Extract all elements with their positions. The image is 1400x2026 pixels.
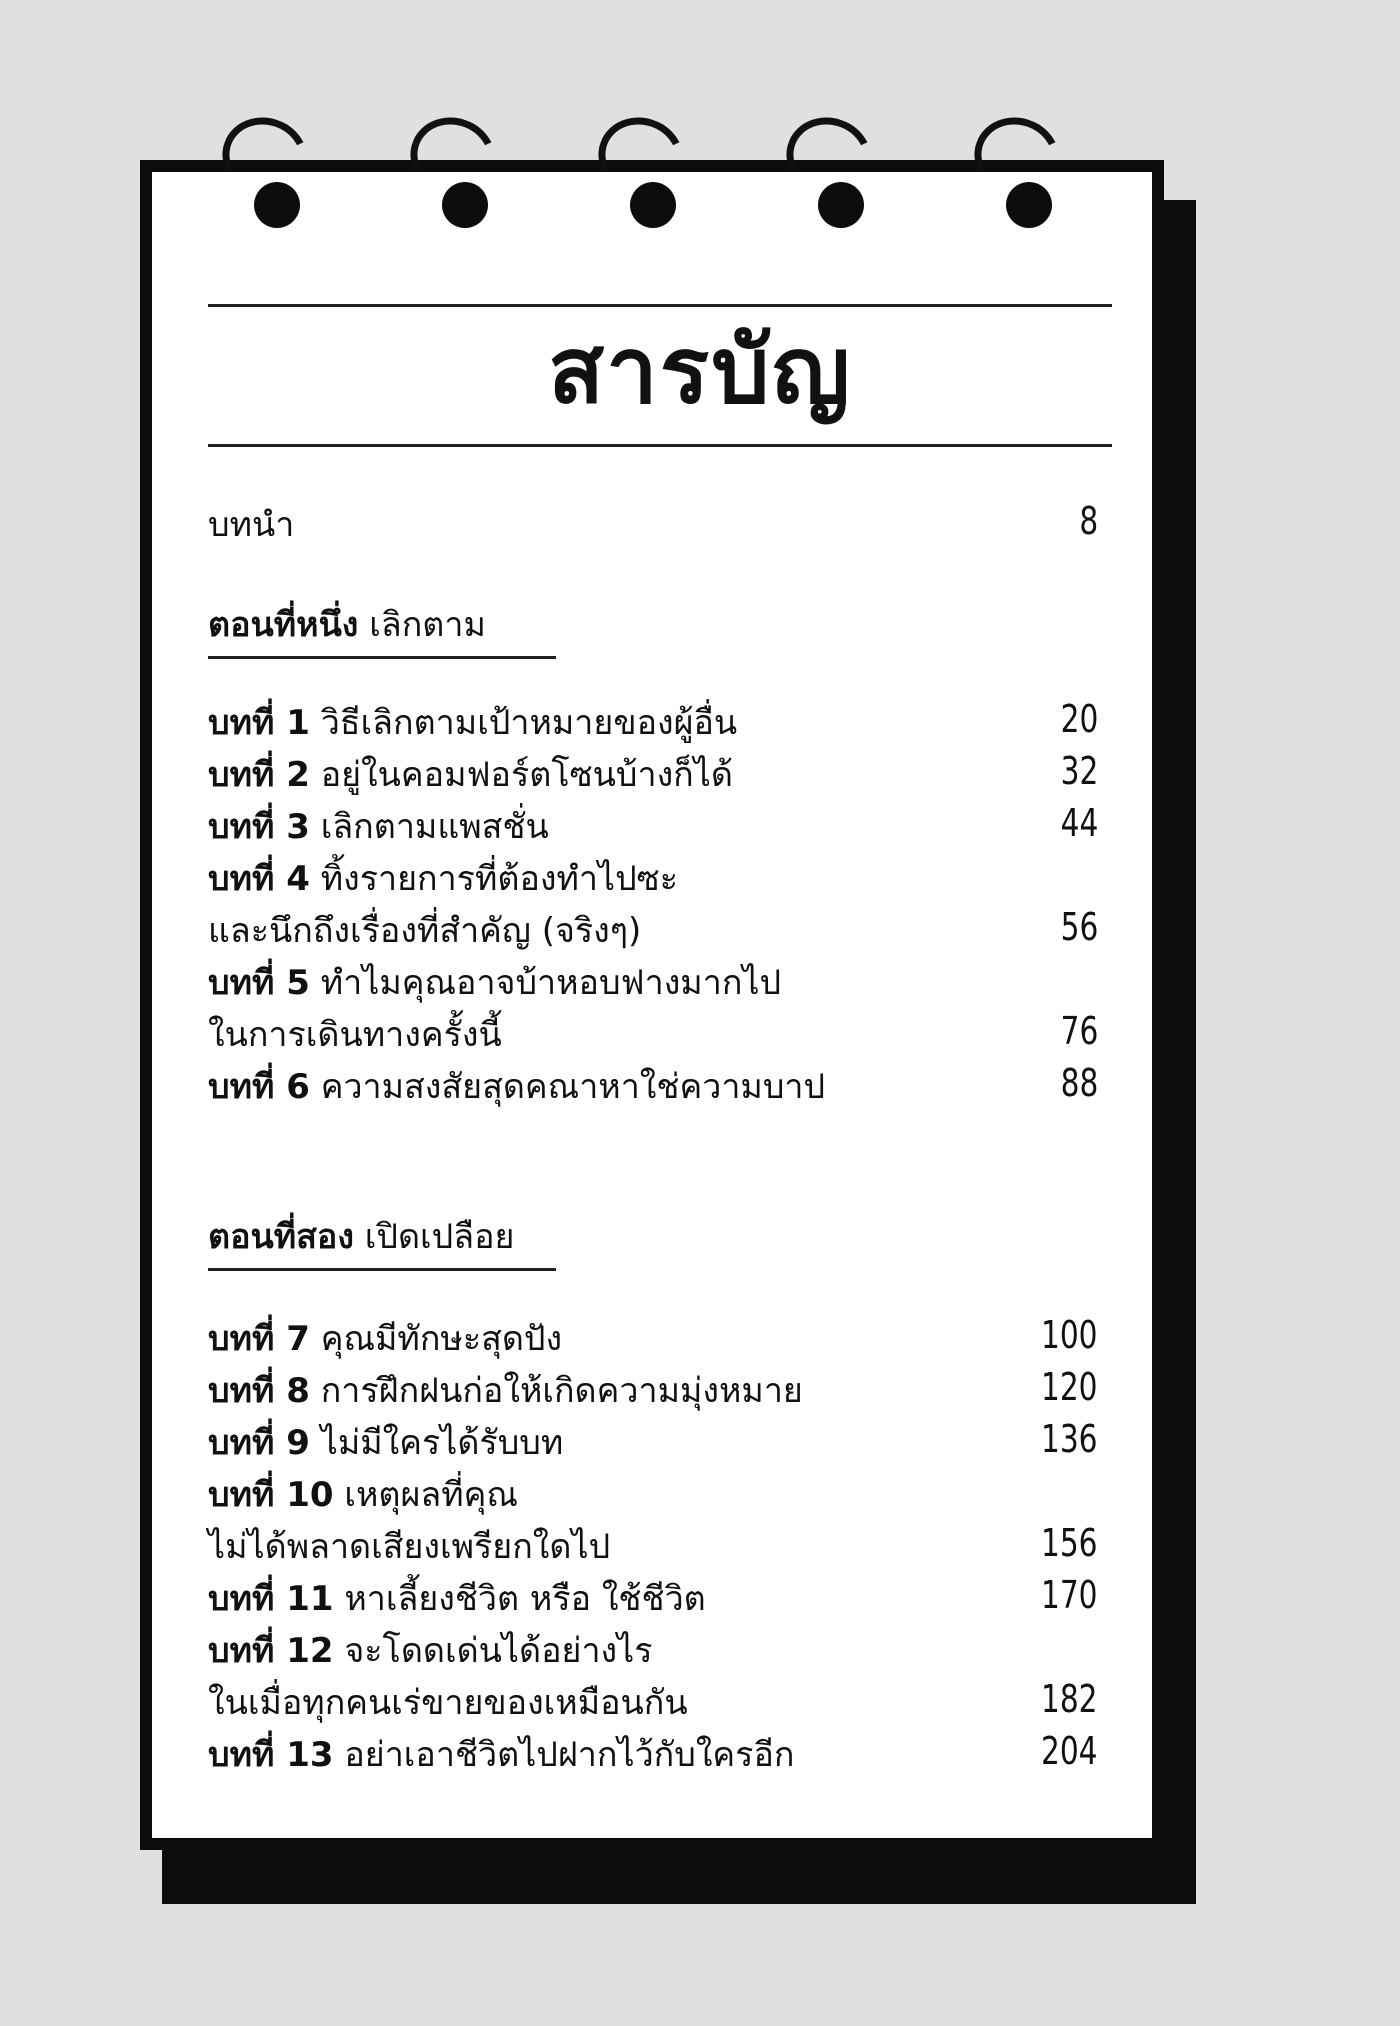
title-rule-top	[208, 304, 1112, 307]
intro-page-number: 8	[1079, 499, 1098, 543]
chapter-page-number: 44	[1060, 801, 1098, 845]
chapter-page-number: 56	[1060, 905, 1098, 949]
chapter-page-number: 136	[1041, 1417, 1098, 1461]
toc-chapter-row-cont	[208, 1009, 1098, 1055]
chapter-number: บทที่ 3	[208, 807, 310, 847]
chapter-title: คุณมีทักษะสุดปัง	[320, 1319, 563, 1359]
chapter-title: หาเลี้ยงชีวิต หรือ ใช้ชีวิต	[344, 1579, 706, 1619]
chapter-title: เหตุผลที่คุณ	[344, 1475, 518, 1515]
binding-hole-icon	[1006, 182, 1052, 228]
chapter-title-cont: และนึกถึงเรื่องที่สำคัญ (จริงๆ)	[208, 911, 642, 951]
chapter-title: อยู่ในคอมฟอร์ตโซนบ้างก็ได้	[320, 755, 733, 795]
toc-chapter-row	[208, 1573, 1098, 1619]
part-rule	[208, 656, 556, 659]
part-heading	[208, 1217, 515, 1257]
intro-label: บทนำ	[208, 505, 295, 545]
chapter-title-cont: ในเมื่อทุกคนเร่ขายของเหมือนกัน	[208, 1683, 688, 1723]
part-title: เปิดเปลือย	[364, 1217, 515, 1257]
chapter-page-number: 170	[1041, 1573, 1098, 1617]
chapter-number: บทที่ 10	[208, 1475, 334, 1515]
chapter-number: บทที่ 8	[208, 1371, 310, 1411]
chapter-page-number: 156	[1041, 1521, 1098, 1565]
toc-chapter-row	[208, 801, 1098, 847]
chapter-title: ความสงสัยสุดคณาหาใช่ความบาป	[320, 1067, 826, 1107]
chapter-title: อย่าเอาชีวิตไปฝากไว้กับใครอีก	[344, 1735, 795, 1775]
toc-chapter-row-cont	[208, 1677, 1098, 1723]
toc-chapter-row	[208, 859, 1098, 899]
binding-hole-icon	[254, 182, 300, 228]
toc-chapter-row	[208, 697, 1098, 743]
toc-chapter-row	[208, 1417, 1098, 1463]
chapter-number: บทที่ 13	[208, 1735, 334, 1775]
chapter-title: ทิ้งรายการที่ต้องทำไปซะ	[320, 859, 678, 899]
chapter-page-number: 204	[1041, 1729, 1098, 1773]
toc-chapter-row-cont	[208, 1521, 1098, 1567]
chapter-title-cont: ไม่ได้พลาดเสียงเพรียกใดไป	[208, 1527, 611, 1567]
toc-chapter-row	[208, 1475, 1098, 1515]
part-heading	[208, 605, 486, 645]
chapter-number: บทที่ 5	[208, 963, 310, 1003]
chapter-page-number: 182	[1041, 1677, 1098, 1721]
part-title: เลิกตาม	[369, 605, 486, 645]
part-rule	[208, 1268, 556, 1271]
binding-hole-icon	[818, 182, 864, 228]
chapter-page-number: 20	[1060, 697, 1098, 741]
toc-chapter-row	[208, 1313, 1098, 1359]
chapter-number: บทที่ 2	[208, 755, 310, 795]
binding-hole-icon	[630, 182, 676, 228]
chapter-title: ทำไมคุณอาจบ้าหอบฟางมากไป	[320, 963, 782, 1003]
toc-intro-row	[208, 499, 1098, 545]
part-label: ตอนที่สอง	[208, 1217, 354, 1257]
chapter-page-number: 76	[1060, 1009, 1098, 1053]
toc-chapter-row	[208, 1729, 1098, 1775]
binding-hole-icon	[442, 182, 488, 228]
toc-chapter-row-cont	[208, 905, 1098, 951]
chapter-title: ไม่มีใครได้รับบท	[320, 1423, 564, 1463]
chapter-page-number: 120	[1041, 1365, 1098, 1409]
chapter-page-number: 100	[1041, 1313, 1098, 1357]
chapter-title: วิธีเลิกตามเป้าหมายของผู้อื่น	[320, 703, 738, 743]
chapter-title: เลิกตามแพสชั่น	[320, 807, 549, 847]
part-label: ตอนที่หนึ่ง	[208, 605, 359, 645]
chapter-number: บทที่ 9	[208, 1423, 310, 1463]
toc-chapter-row	[208, 1365, 1098, 1411]
chapter-number: บทที่ 1	[208, 703, 310, 743]
chapter-number: บทที่ 4	[208, 859, 310, 899]
toc-chapter-row	[208, 1061, 1098, 1107]
toc-chapter-row	[208, 963, 1098, 1003]
chapter-number: บทที่ 7	[208, 1319, 310, 1359]
toc-chapter-row	[208, 749, 1098, 795]
chapter-title: การฝึกฝนก่อให้เกิดความมุ่งหมาย	[320, 1371, 803, 1411]
chapter-number: บทที่ 12	[208, 1631, 334, 1671]
title-rule-bottom	[208, 444, 1112, 447]
chapter-page-number: 32	[1060, 749, 1098, 793]
page-title: สารบัญ	[547, 317, 852, 424]
chapter-number: บทที่ 6	[208, 1067, 310, 1107]
chapter-page-number: 88	[1060, 1061, 1098, 1105]
toc-chapter-row	[208, 1631, 1098, 1671]
chapter-number: บทที่ 11	[208, 1579, 334, 1619]
chapter-title-cont: ในการเดินทางครั้งนี้	[208, 1015, 502, 1055]
chapter-title: จะโดดเด่นได้อย่างไร	[344, 1631, 653, 1671]
